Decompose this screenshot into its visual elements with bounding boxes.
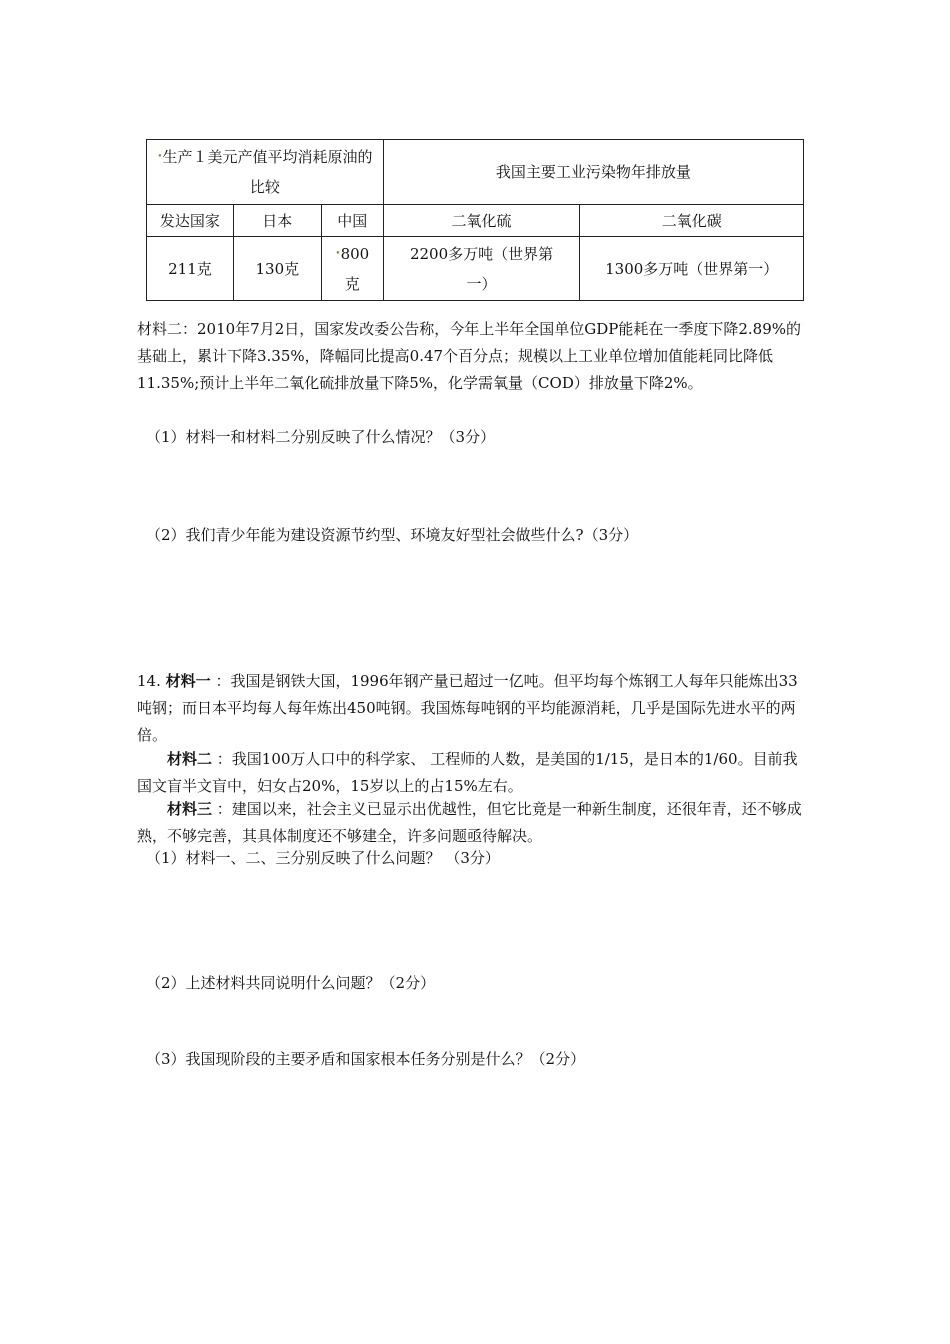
col-japan: 日本	[233, 205, 321, 237]
table-header-oil: •生产１美元产值平均消耗原油的比较	[147, 140, 384, 205]
col-china: 中国	[321, 205, 383, 237]
val-so2: 2200多万吨（世界第一）	[383, 237, 580, 301]
val-china: •800克	[321, 237, 383, 301]
material-one-label: 材料一	[165, 672, 211, 690]
val-developed: 211克	[147, 237, 234, 301]
material-three-label: 材料三	[167, 800, 213, 818]
val-japan: 130克	[233, 237, 321, 301]
material-two: 材料二：2010年7月2日，国家发改委公告称，今年上半年全国单位GDP能耗在一季度下降2.89%的基础上，累计下降3.35%，降幅同比提高0.47个百分点；规模以上工业单位增加值能耗同比降低11.35%;预计上半年二氧化硫排放量下降5%，化学需氧量（COD）排放量下降2%。	[137, 320, 802, 392]
question-14-1: （1）材料一、二、三分别反映了什么问题？ （3分）	[146, 849, 500, 867]
mark-dot: •	[157, 152, 163, 162]
col-co2: 二氧化碳	[580, 205, 804, 237]
question-13-1: （1）材料一和材料二分别反映了什么情况？（3分）	[146, 428, 496, 446]
question-number: 14.	[137, 672, 161, 690]
question-14-2: （2）上述材料共同说明什么问题？（2分）	[146, 974, 436, 992]
question-14-material-one	[137, 668, 809, 749]
question-13-2: （2）我们青少年能为建设资源节约型、环境友好型社会做些什么?（3分）	[146, 526, 639, 544]
col-developed: 发达国家	[147, 205, 234, 237]
data-table	[146, 139, 804, 301]
question-14-material-three	[137, 796, 809, 850]
table-header-pollution: 我国主要工业污染物年排放量	[383, 140, 803, 205]
material-one-text: ：我国是钢铁大国，1996年钢产量已超过一亿吨。但平均每个炼钢工人每年只能炼出33吨钢；而日本平均每人每年炼出450吨钢。我国炼每吨钢的平均能源消耗，几乎是国际先进水平的两倍。	[137, 672, 798, 744]
val-co2: 1300多万吨（世界第一）	[580, 237, 804, 301]
material-two-label: 材料二	[167, 750, 213, 768]
material-two-text: ：我国100万人口中的科学家、 工程师的人数，是美国的1/15，是日本的1/60。目前我国文盲半文盲中，妇女占20%，15岁以上的占15%左右。	[137, 750, 798, 795]
question-14-material-two	[137, 746, 809, 800]
col-so2: 二氧化硫	[383, 205, 580, 237]
mark-dot: •	[335, 248, 341, 259]
material-three-text: ：建国以来，社会主义已显示出优越性，但它比竟是一种新生制度，还很年青，还不够成熟，不够完善，其具体制度还不够建全，许多问题亟待解决。	[137, 800, 802, 845]
question-14-3: （3）我国现阶段的主要矛盾和国家根本任务分别是什么？（2分）	[146, 1050, 586, 1068]
